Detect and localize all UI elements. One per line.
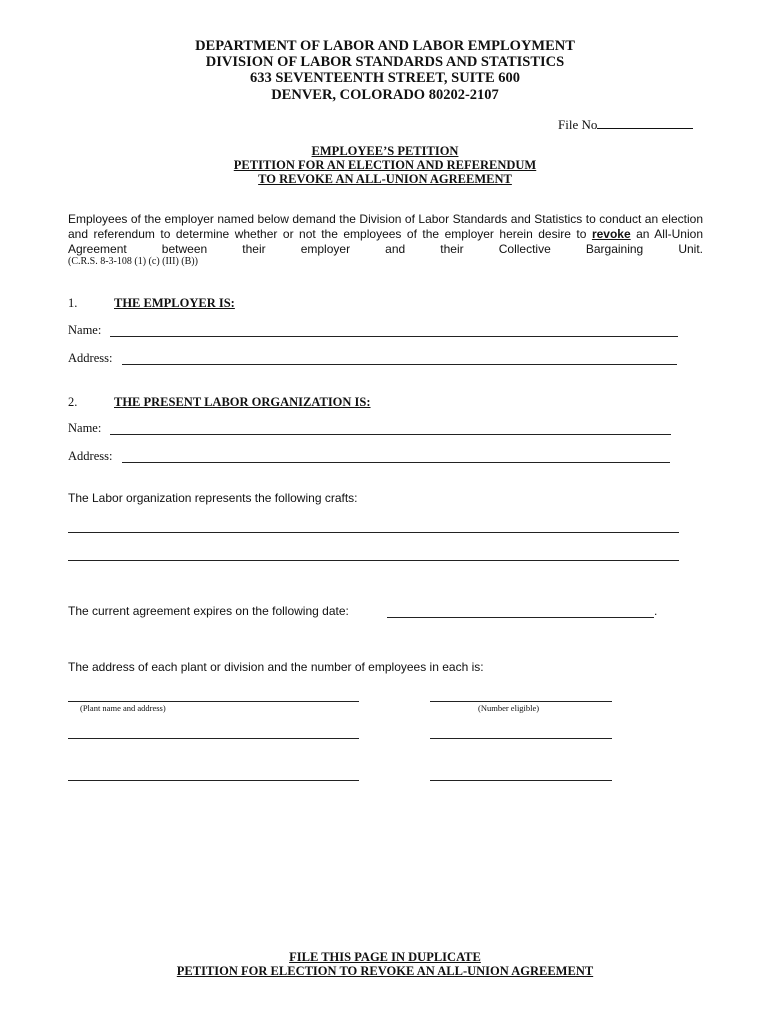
labor-org-address-label: Address: (68, 449, 113, 463)
form-subtitle-2: TO REVOKE AN ALL-UNION AGREEMENT (258, 172, 512, 186)
expiration-date-line[interactable] (387, 617, 654, 618)
file-number-label: File No (558, 117, 598, 132)
plant-line-3[interactable] (68, 780, 359, 781)
form-subtitle: PETITION FOR AN ELECTION AND REFERENDUM (233, 158, 537, 172)
expiration-period: . (654, 604, 658, 618)
file-number-field[interactable] (558, 116, 693, 133)
intro-paragraph (68, 212, 703, 257)
crafts-line-1[interactable] (68, 532, 679, 533)
crafts-line-2[interactable] (68, 560, 679, 561)
city-address: DENVER, COLORADO 80202-2107 (271, 87, 499, 103)
employer-name-label: Name: (68, 323, 102, 337)
department-name: DEPARTMENT OF LABOR AND LABOR EMPLOYMENT (195, 38, 575, 54)
footer-title: PETITION FOR ELECTION TO REVOKE AN ALL-UNION AGREEMENT (176, 964, 594, 978)
labor-org-address-line[interactable] (122, 462, 670, 463)
division-name: DIVISION OF LABOR STANDARDS AND STATISTICS (205, 54, 565, 70)
number-line-3[interactable] (430, 780, 612, 781)
statute-citation: (C.R.S. 8-3-108 (1) (c) (III) (B)) (68, 256, 198, 267)
plant-line-1[interactable] (68, 701, 359, 702)
employer-address-label: Address: (68, 351, 113, 365)
section-2-title: THE PRESENT LABOR ORGANIZATION IS: (114, 395, 371, 409)
footer-instruction: FILE THIS PAGE IN DUPLICATE (289, 950, 481, 964)
street-address: 633 SEVENTEENTH STREET, SUITE 600 (249, 70, 521, 86)
form-title: EMPLOYEE’S PETITION (311, 144, 459, 158)
plant-caption: (Plant name and address) (80, 703, 166, 713)
intro-emphasis: revoke (591, 227, 631, 241)
section-1-number: 1. (68, 296, 78, 310)
section-1-title: THE EMPLOYER IS: (114, 296, 235, 310)
number-line-1[interactable] (430, 701, 612, 702)
labor-org-name-line[interactable] (110, 434, 671, 435)
employer-address-line[interactable] (122, 364, 677, 365)
intro-text-before: Employees of the employer named below demand the Division of Labor Standards and Statistics to conduct an election and referendum to determine whether or not the employees of the employer herein desire to (68, 212, 703, 241)
labor-org-name-label: Name: (68, 421, 102, 435)
file-number-line[interactable] (597, 116, 693, 129)
section-2-number: 2. (68, 395, 78, 409)
expiration-label: The current agreement expires on the following date: (68, 604, 349, 618)
plant-line-2[interactable] (68, 738, 359, 739)
intro-text-after: an All-Union Agreement between their employer and their Collective Bargaining Unit. (68, 227, 703, 256)
crafts-label: The Labor organization represents the following crafts: (68, 491, 358, 505)
number-line-2[interactable] (430, 738, 612, 739)
employer-name-line[interactable] (110, 336, 678, 337)
plants-label: The address of each plant or division and the number of employees in each is: (68, 660, 484, 674)
number-caption: (Number eligible) (478, 703, 540, 713)
